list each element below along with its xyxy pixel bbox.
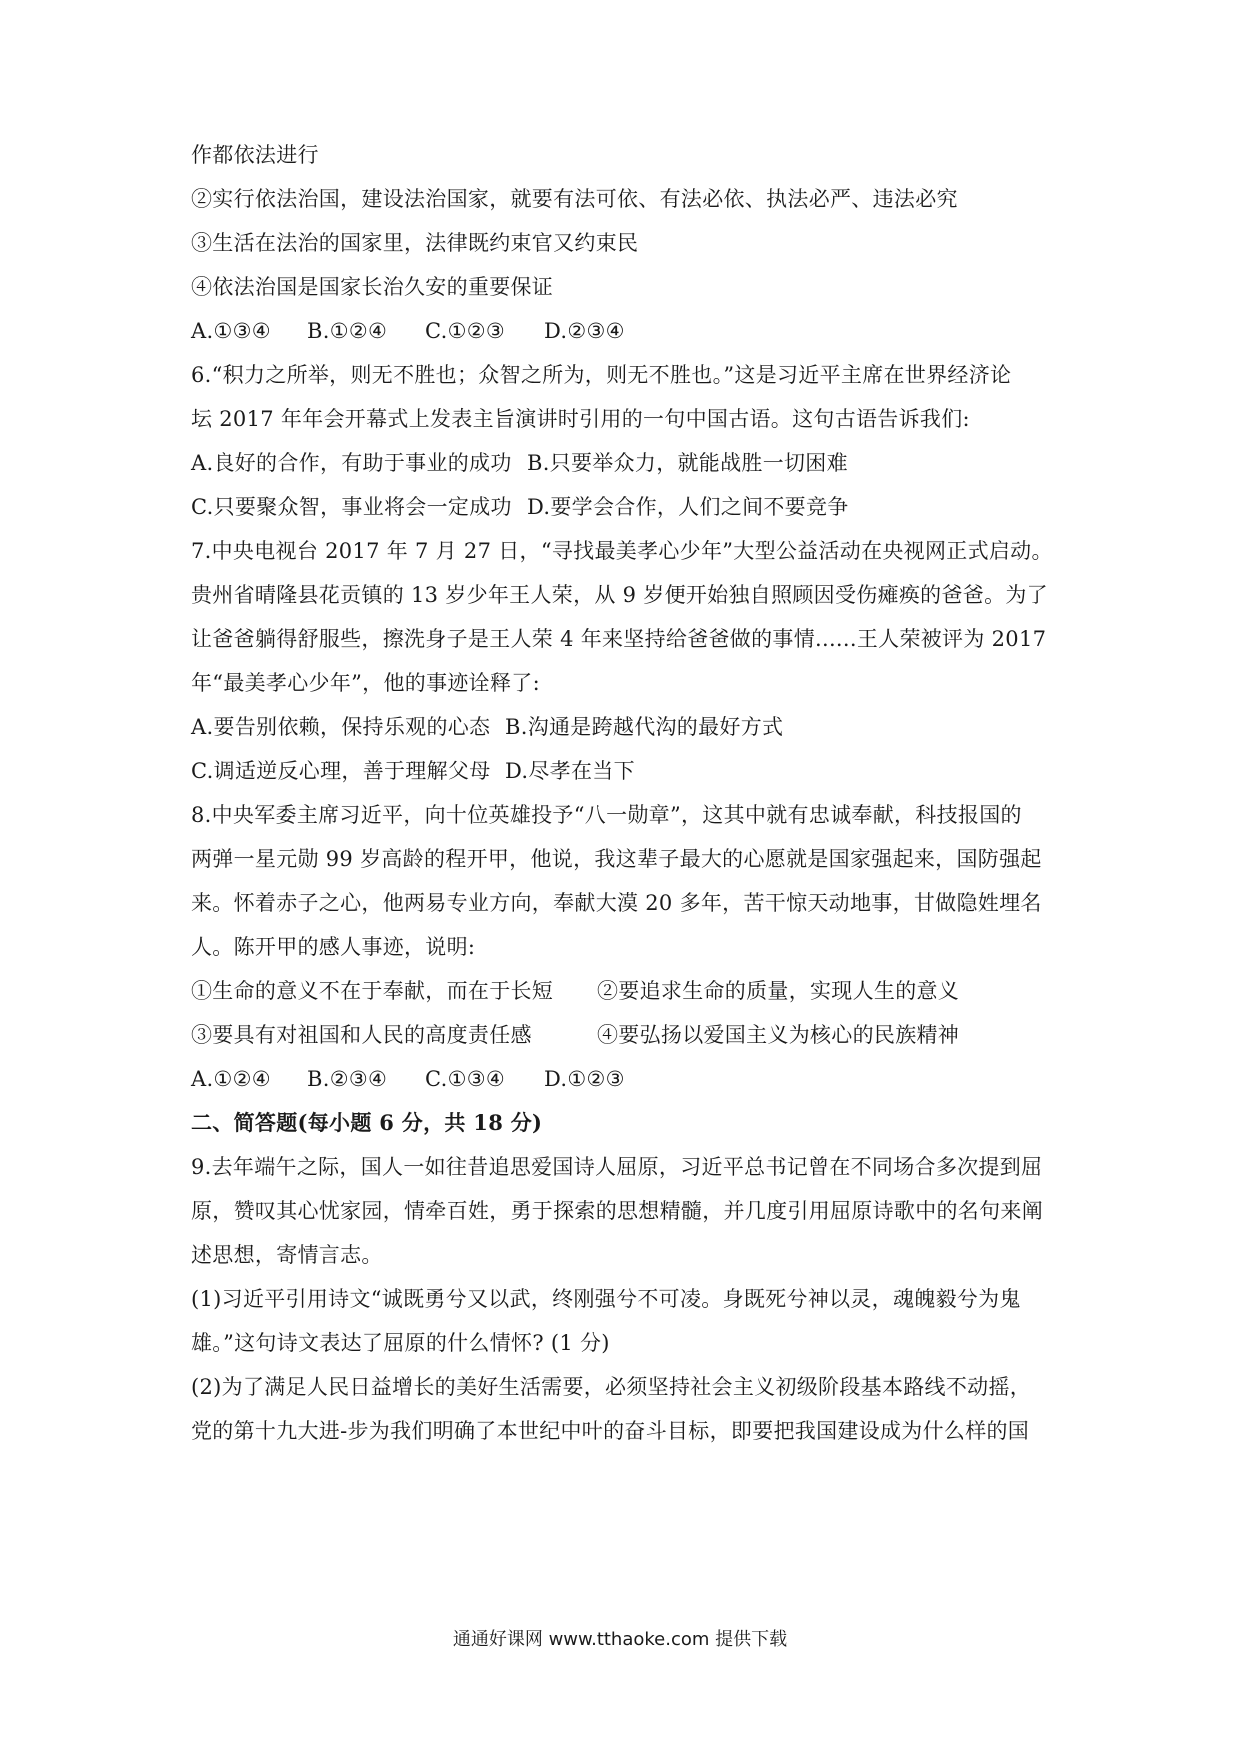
option-d: D.尽孝在当下 (505, 759, 635, 783)
option-b: B.②③④ (307, 1067, 388, 1091)
option-c: C.只要聚众智，事业将会一定成功 (191, 495, 512, 519)
statement-2: ②实行依法治国，建设法治国家，就要有法可依、有法必依、执法必严、违法必究 (191, 187, 958, 211)
q6-options-row (191, 492, 1071, 522)
q9-stem: 述思想，寄情言志。 (191, 1243, 383, 1267)
q9-subquestion-2: (2)为了满足人民日益增长的美好生活需要，必须坚持社会主义初级阶段基本路线不动摇， (191, 1375, 1032, 1399)
q5-options (191, 316, 1071, 346)
option-c: C.调适逆反心理，善于理解父母 (191, 759, 491, 783)
q6-stem: 坛 2017 年年会开幕式上发表主旨演讲时引用的一句中国古语。这句古语告诉我们: (191, 407, 970, 431)
q7-stem: 贵州省晴隆县花贡镇的 13 岁少年王人荣，从 9 岁便开始独自照顾因受伤瘫痪的爸爸。为了 (191, 583, 1048, 607)
option-a: A.①②④ (191, 1067, 271, 1091)
option-b: B.①②④ (307, 319, 388, 343)
text-line: 作都依法进行 (191, 143, 319, 167)
statement-3: ③要具有对祖国和人民的高度责任感 (191, 1023, 532, 1047)
q7-stem: 年“最美孝心少年”，他的事迹诠释了: (191, 671, 540, 695)
option-d: D.②③④ (544, 319, 625, 343)
q6-stem: 6.“积力之所举，则无不胜也；众智之所为，则无不胜也。”这是习近平主席在世界经济论 (191, 363, 1012, 387)
q8-stem: 来。怀着赤子之心，他两易专业方向，奉献大漠 20 多年，苦干惊天动地事，甘做隐姓埋名 (191, 891, 1042, 915)
option-c: C.①③④ (425, 1067, 505, 1091)
q8-options (191, 1064, 1071, 1094)
q9-subquestion-1: 雄。”这句诗文表达了屈原的什么情怀? (1 分) (191, 1331, 610, 1355)
q7-stem: 7.中央电视台 2017 年 7 月 27 日，“寻找最美孝心少年”大型公益活动在央视网正式启动。 (191, 539, 1053, 563)
q8-stem: 8.中央军委主席习近平，向十位英雄投予“八一勋章”，这其中就有忠诚奉献，科技报国的 (191, 803, 1022, 827)
option-d: D.①②③ (544, 1067, 625, 1091)
q8-statements-row (191, 1020, 1071, 1050)
statement-4: ④要弘扬以爱国主义为核心的民族精神 (597, 1023, 960, 1047)
page-footer: 通通好课网 www.tthaoke.com 提供下载 (452, 1629, 788, 1650)
q9-subquestion-2: 党的第十九大进-步为我们明确了本世纪中叶的奋斗目标，即要把我国建设成为什么样的国 (191, 1419, 1030, 1443)
q8-statements-row (191, 976, 1071, 1006)
option-d: D.要学会合作，人们之间不要竞争 (527, 495, 849, 519)
q8-stem: 两弹一星元勋 99 岁高龄的程开甲，他说，我这辈子最大的心愿就是国家强起来，国防强起 (191, 847, 1042, 871)
option-a: A.①③④ (191, 319, 271, 343)
q8-stem: 人。陈开甲的感人事迹，说明: (191, 935, 476, 959)
section-heading: 二、简答题(每小题 6 分，共 18 分) (191, 1110, 543, 1135)
q9-stem: 9.去年端午之际，国人一如往昔追思爱国诗人屈原，习近平总书记曾在不同场合多次提到屈 (191, 1155, 1043, 1179)
q7-options-row (191, 712, 1071, 742)
option-b: B.只要举众力，就能战胜一切困难 (527, 451, 848, 475)
option-a: A.良好的合作，有助于事业的成功 (191, 451, 512, 475)
option-c: C.①②③ (425, 319, 505, 343)
q7-options-row (191, 756, 1071, 786)
option-a: A.要告别依赖，保持乐观的心态 (191, 715, 491, 739)
statement-3: ③生活在法治的国家里，法律既约束官又约束民 (191, 231, 639, 255)
option-b: B.沟通是跨越代沟的最好方式 (505, 715, 784, 739)
q9-subquestion-1: (1)习近平引用诗文“诚既勇兮又以武，终刚强兮不可凌。身既死兮神以灵，魂魄毅兮为鬼 (191, 1287, 1021, 1311)
q6-options-row (191, 448, 1071, 478)
q9-stem: 原，赞叹其心忧家园，情牵百姓，勇于探索的思想精髓，并几度引用屈原诗歌中的名句来阐 (191, 1199, 1043, 1223)
statement-2: ②要追求生命的质量，实现人生的意义 (597, 979, 960, 1003)
q7-stem: 让爸爸躺得舒服些，擦洗身子是王人荣 4 年来坚持给爸爸做的事情......王人荣被评为 2017 (191, 627, 1047, 651)
statement-4: ④依法治国是国家长治久安的重要保证 (191, 275, 554, 299)
statement-1: ①生命的意义不在于奉献，而在于长短 (191, 979, 554, 1003)
